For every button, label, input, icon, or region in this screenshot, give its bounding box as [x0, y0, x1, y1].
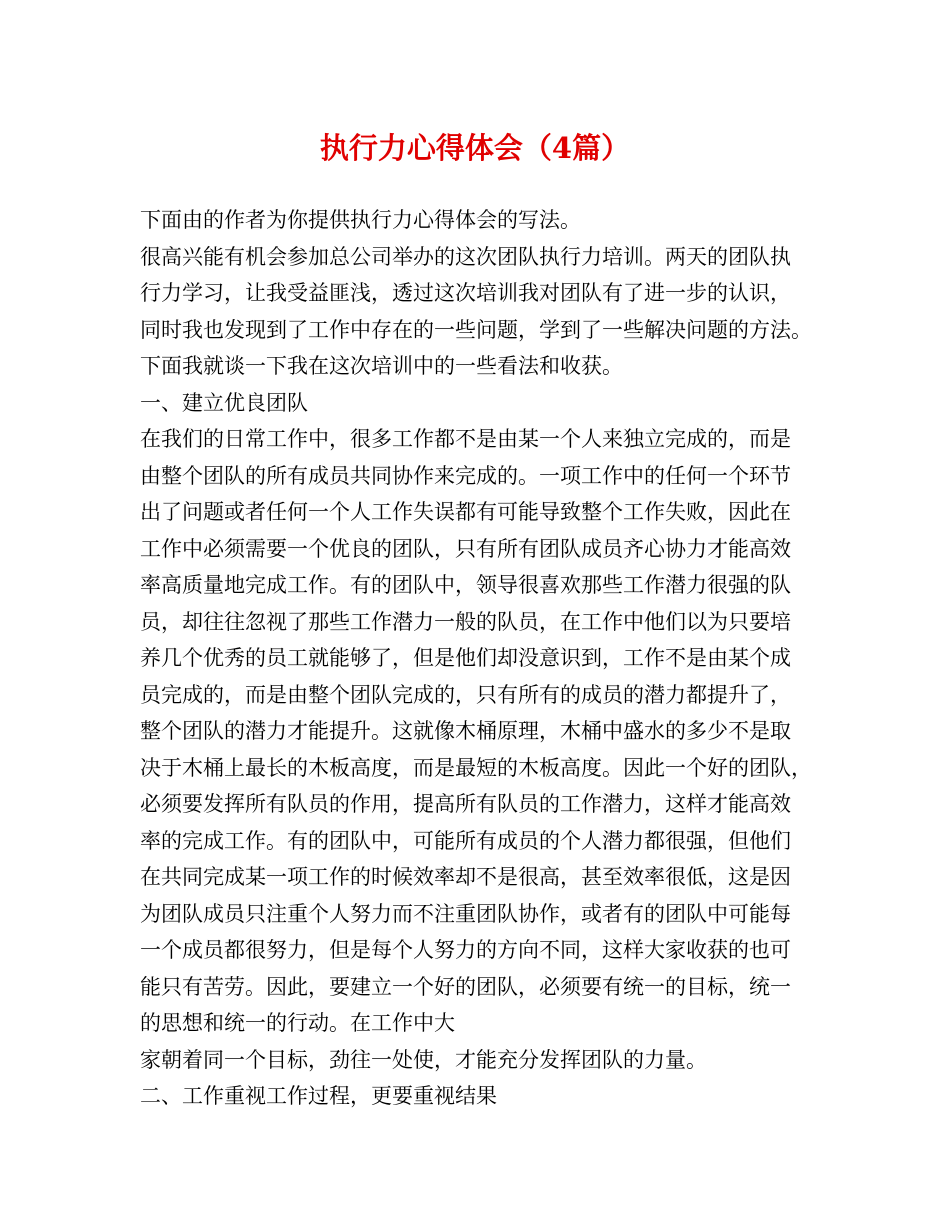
text-line: 下面由的作者为你提供执行力心得体会的写法。 — [140, 208, 581, 232]
text-line: 率的完成工作。有的团队中，可能所有成员的个人潜力都很强，但他们 — [140, 828, 791, 853]
text-line: 决于木桶上最长的木板高度，而是最短的木板高度。因此一个好的团队， — [140, 755, 812, 780]
text-line: 家朝着同一个目标，劲往一处使，才能充分发挥团队的力量。 — [140, 1047, 707, 1072]
text-line: 能只有苦劳。因此，要建立一个好的团队，必须要有统一的目标，统一 — [140, 974, 791, 999]
section-heading: 一、建立优良团队 — [140, 390, 308, 415]
text-line: 由整个团队的所有成员共同协作来完成的。一项工作中的任何一个环节 — [140, 463, 791, 488]
text-line: 在我们的日常工作中，很多工作都不是由某一个人来独立完成的，而是 — [140, 427, 791, 451]
text-line: 一个成员都很努力，但是每个人努力的方向不同，这样大家收获的也可 — [140, 938, 791, 962]
text-line: 为团队成员只注重个人努力而不注重团队协作，或者有的团队中可能每 — [140, 901, 791, 926]
text-line: 很高兴能有机会参加总公司举办的这次团队执行力培训。两天的团队执 — [140, 244, 791, 269]
text-line: 同时我也发现到了工作中存在的一些问题，学到了一些解决问题的方法。 — [140, 317, 812, 342]
text-line: 养几个优秀的员工就能够了，但是他们却没意识到，工作不是由某个成 — [140, 646, 791, 670]
text-line: 行力学习，让我受益匪浅，透过这次培训我对团队有了进一步的认识， — [140, 281, 791, 305]
text-line: 必须要发挥所有队员的作用，提高所有队员的工作潜力，这样才能高效 — [140, 792, 791, 816]
text-line: 率高质量地完成工作。有的团队中，领导很喜欢那些工作潜力很强的队 — [140, 573, 791, 597]
text-line: 的思想和统一的行动。在工作中大 — [140, 1011, 455, 1035]
text-line: 出了问题或者任何一个人工作失误都有可能导致整个工作失败，因此在 — [140, 500, 791, 524]
text-line: 员，却往往忽视了那些工作潜力一般的队员，在工作中他们以为只要培 — [140, 609, 791, 634]
document-body — [140, 202, 840, 1115]
text-line: 下面我就谈一下我在这次培训中的一些看法和收获。 — [140, 354, 623, 378]
section-heading: 二、工作重视工作过程，更要重视结果 — [140, 1084, 497, 1108]
text-line: 在共同完成某一项工作的时候效率却不是很高，甚至效率很低，这是因 — [140, 865, 791, 889]
text-line: 整个团队的潜力才能提升。这就像木桶原理，木桶中盛水的多少不是取 — [140, 719, 791, 743]
text-line: 员完成的，而是由整个团队完成的，只有所有的成员的潜力都提升了， — [140, 682, 791, 707]
document-title: 执行力心得体会（4篇） — [319, 131, 631, 165]
text-line: 工作中必须需要一个优良的团队，只有所有团队成员齐心协力才能高效 — [140, 536, 791, 561]
